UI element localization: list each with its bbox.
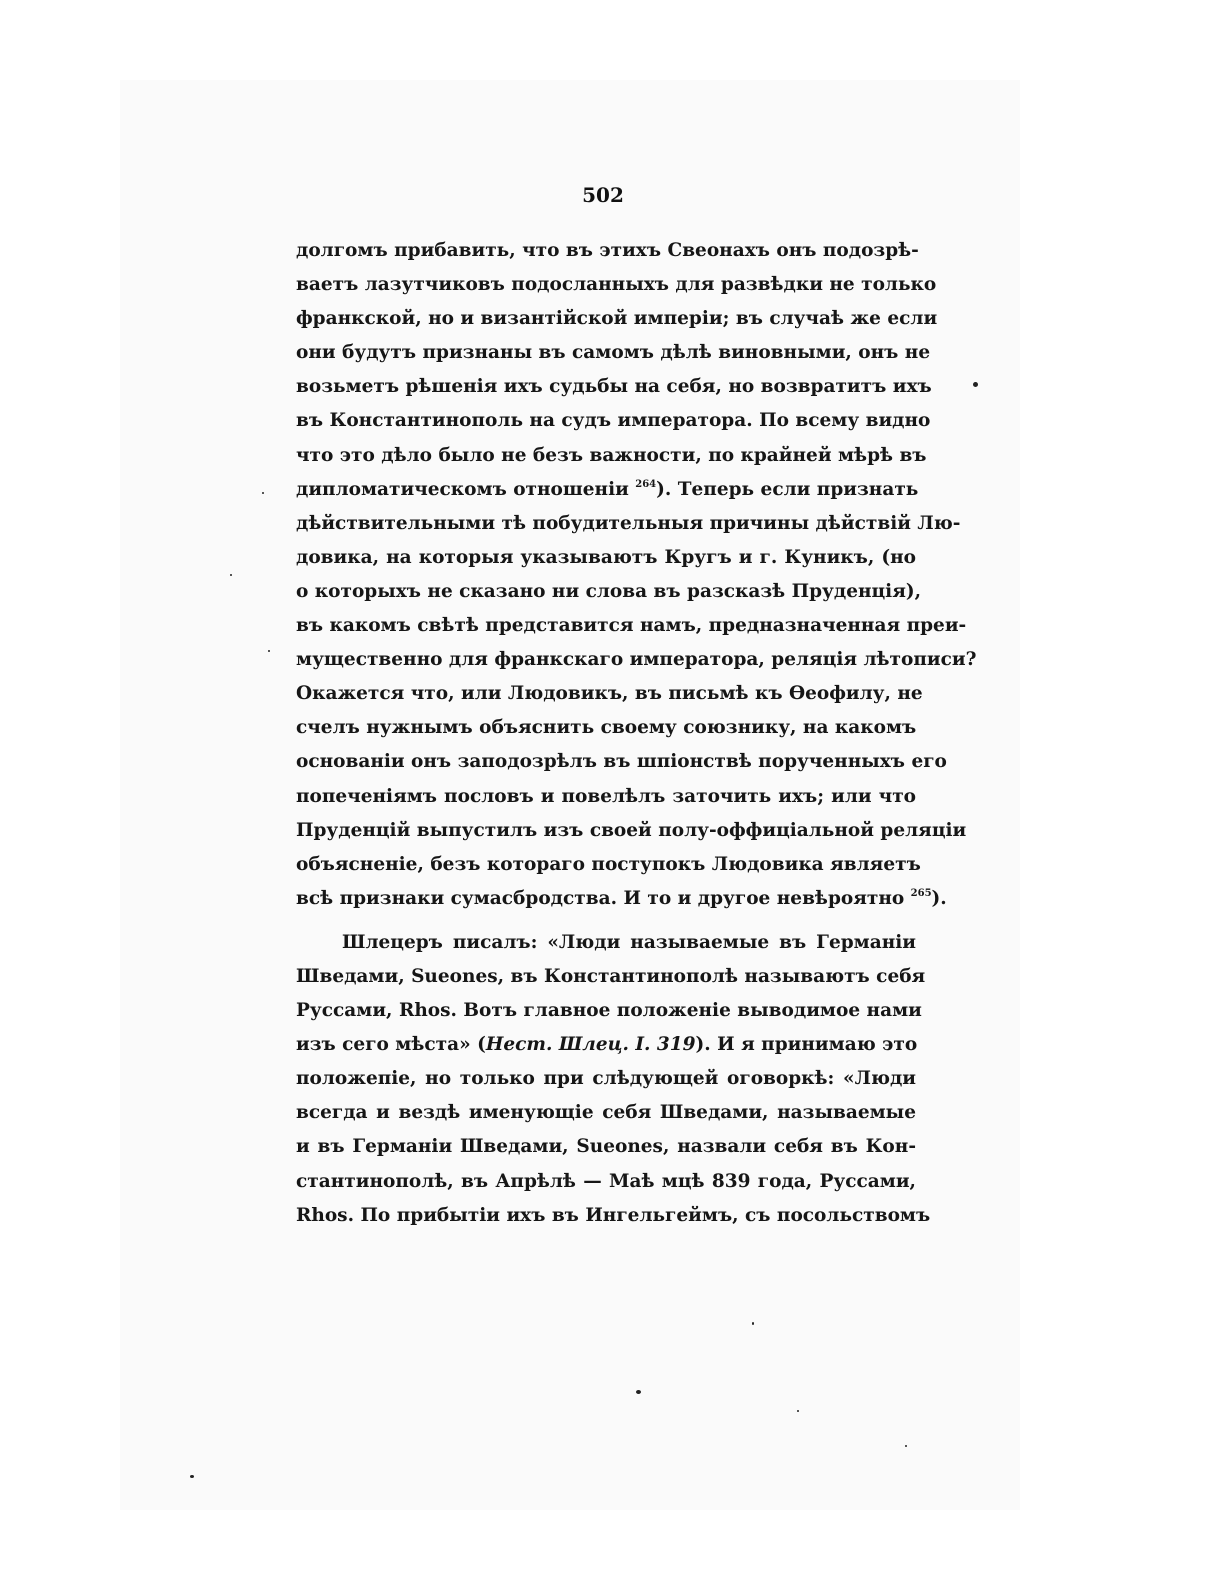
text-line: счелъ нужнымъ объяснить своему союзнику, на какомъ	[296, 717, 917, 739]
text-line: объясненіе, безъ котораго поступокъ Людовика являетъ	[296, 853, 921, 875]
scan-speck	[636, 1390, 641, 1394]
scan-speck	[268, 650, 270, 652]
scan-speck	[262, 492, 264, 494]
scan-speck	[230, 574, 232, 576]
text-line: Rhos. По прибытіи ихъ въ Ингельгеймъ, съ посольствомъ	[296, 1204, 931, 1226]
text-segment: изъ сего мѣста» (	[296, 1034, 486, 1056]
text-line	[296, 473, 919, 507]
citation-reference: Нест. Шлец. I. 319	[485, 1034, 696, 1056]
scan-speck	[905, 1445, 907, 1447]
text-line: дѣйствительными тѣ побудительныя причины дѣйствій Лю-	[296, 512, 961, 534]
page-number: 502	[582, 183, 624, 207]
text-line: всегда и вездѣ именующіе себя Шведами, называемые	[296, 1102, 916, 1124]
text-line: долгомъ прибавить, что въ этихъ Свеонахъ онъ подозрѣ-	[296, 240, 919, 261]
text-line: попеченіямъ пословъ и повелѣлъ заточить ихъ; или что	[296, 785, 916, 807]
body-text	[296, 234, 977, 1233]
text-segment: дипломатическомъ отношеніи	[296, 478, 636, 500]
scan-speck	[797, 1410, 799, 1412]
text-line: положепіе, но только при слѣдующей оговоркѣ: «Люди	[296, 1068, 916, 1090]
text-line: въ какомъ свѣтѣ представится намъ, предназначенная преи-	[296, 615, 967, 637]
text-line: что это дѣло было не безъ важности, по крайней мѣрѣ въ	[296, 444, 927, 466]
text-line: они будутъ признаны въ самомъ дѣлѣ виновными, онъ не	[296, 342, 931, 364]
scan-speck	[973, 382, 978, 387]
text-line	[296, 882, 947, 916]
text-line: возьметъ рѣшенія ихъ судьбы на себя, но возвратитъ ихъ	[296, 376, 932, 398]
text-line: основаніи онъ заподозрѣлъ въ шпіонствѣ порученныхъ его	[296, 751, 947, 773]
text-line: франкской, но и византійской имперіи; въ случаѣ же если	[296, 308, 938, 330]
text-line: въ Константинополь на судъ императора. По всему видно	[296, 410, 931, 432]
text-line: о которыхъ не сказано ни слова въ разсказѣ Пруденція),	[296, 580, 922, 602]
text-line: Руссами, Rhos. Вотъ главное положеніе выводимое нами	[296, 1000, 922, 1022]
text-line: стантинополѣ, въ Апрѣлѣ — Маѣ мцѣ 839 года, Руссами,	[296, 1170, 916, 1192]
text-segment: всѣ признаки сумасбродства. И то и другое невѣроятно	[296, 887, 911, 909]
footnote-ref-265: 265	[910, 887, 932, 899]
footnote-ref-264: 264	[635, 478, 657, 490]
text-line: Окажется что, или Людовикъ, въ письмѣ къ Ѳеофилу, не	[296, 683, 923, 705]
text-line: довика, на которыя указываютъ Кругъ и г. Куникъ, (но	[296, 546, 916, 568]
text-line: Шведами, Sueones, въ Константинополѣ называютъ себя	[296, 965, 926, 987]
text-line: ваетъ лазутчиковъ подосланныхъ для развѣдки не только	[296, 274, 937, 296]
scan-speck	[752, 1322, 754, 1325]
text-line: и въ Германіи Шведами, Sueones, назвали себя въ Кон-	[296, 1136, 916, 1158]
text-segment: ). Теперь если признать	[656, 478, 919, 500]
text-line: Пруденцій выпустилъ изъ своей полу-оффиціальной реляціи	[296, 819, 967, 841]
scan-speck	[190, 1475, 194, 1478]
text-segment: ). И я принимаю это	[695, 1034, 918, 1056]
text-line: мущественно для франкскаго императора, реляція лѣтописи?	[296, 649, 977, 671]
text-line	[296, 1028, 916, 1062]
text-segment: ).	[931, 887, 947, 909]
text-line: Шлецеръ писалъ: «Люди называемые въ Германіи	[342, 931, 916, 953]
